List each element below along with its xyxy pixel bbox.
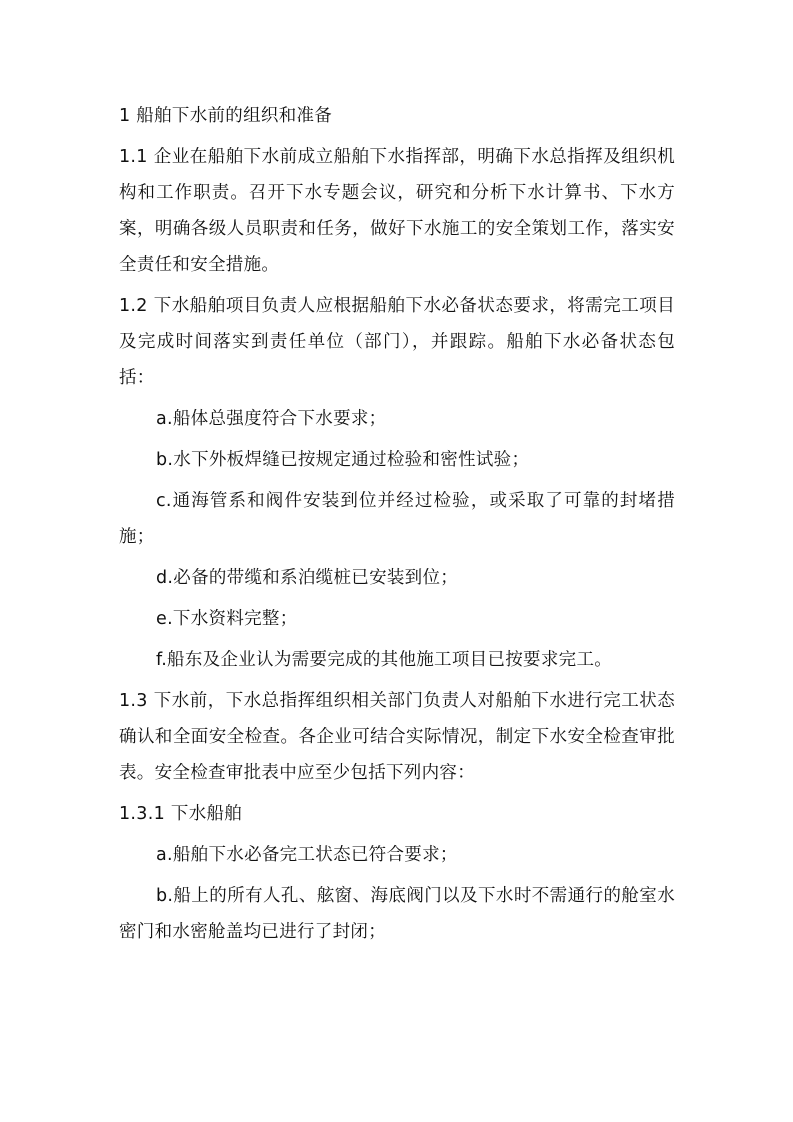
list-item-b: b.水下外板焊缝已按规定通过检验和密性试验； [156, 450, 530, 470]
list-item-a: a.船体总强度符合下水要求； [156, 409, 387, 429]
section-heading: 1 船舶下水前的组织和准备 [119, 106, 333, 126]
paragraph-1-1: 1.1 企业在船舶下水前成立船舶下水指挥部，明确下水总指挥及组织机构和工作职责。召开下水专题会议，研究和分析下水计算书、下水方案，明确各级人员职责和任务，做好下水施工的安全策划工作，落实安全责任和安全措施。 [119, 147, 675, 275]
list-item-b-2: b.船上的所有人孔、舷窗、海底阀门以及下水时不需通行的舱室水密门和水密舱盖均已进行了封闭； [119, 886, 675, 942]
paragraph-1-2: 1.2 下水船舶项目负责人应根据船舶下水必备状态要求，将需完工项目及完成时间落实到责任单位（部门），并跟踪。船舶下水必备状态包括： [119, 296, 675, 388]
paragraph-1-3: 1.3 下水前，下水总指挥组织相关部门负责人对船舶下水进行完工状态确认和全面安全检查。各企业可结合实际情况，制定下水安全检查审批表。安全检查审批表中应至少包括下列内容： [119, 691, 675, 783]
list-item-c: c.通海管系和阀件安装到位并经过检验，或采取了可靠的封堵措施； [119, 491, 675, 547]
document-body [119, 98, 675, 950]
list-item-a-2: a.船舶下水必备完工状态已符合要求； [156, 845, 458, 865]
list-item-e: e.下水资料完整； [156, 609, 298, 629]
subsection-heading: 1.3.1 下水船舶 [119, 804, 243, 824]
list-item-f: f.船东及企业认为需要完成的其他施工项目已按要求完工。 [156, 650, 613, 670]
list-item-d: d.必备的带缆和系泊缆桩已安装到位； [156, 568, 459, 588]
